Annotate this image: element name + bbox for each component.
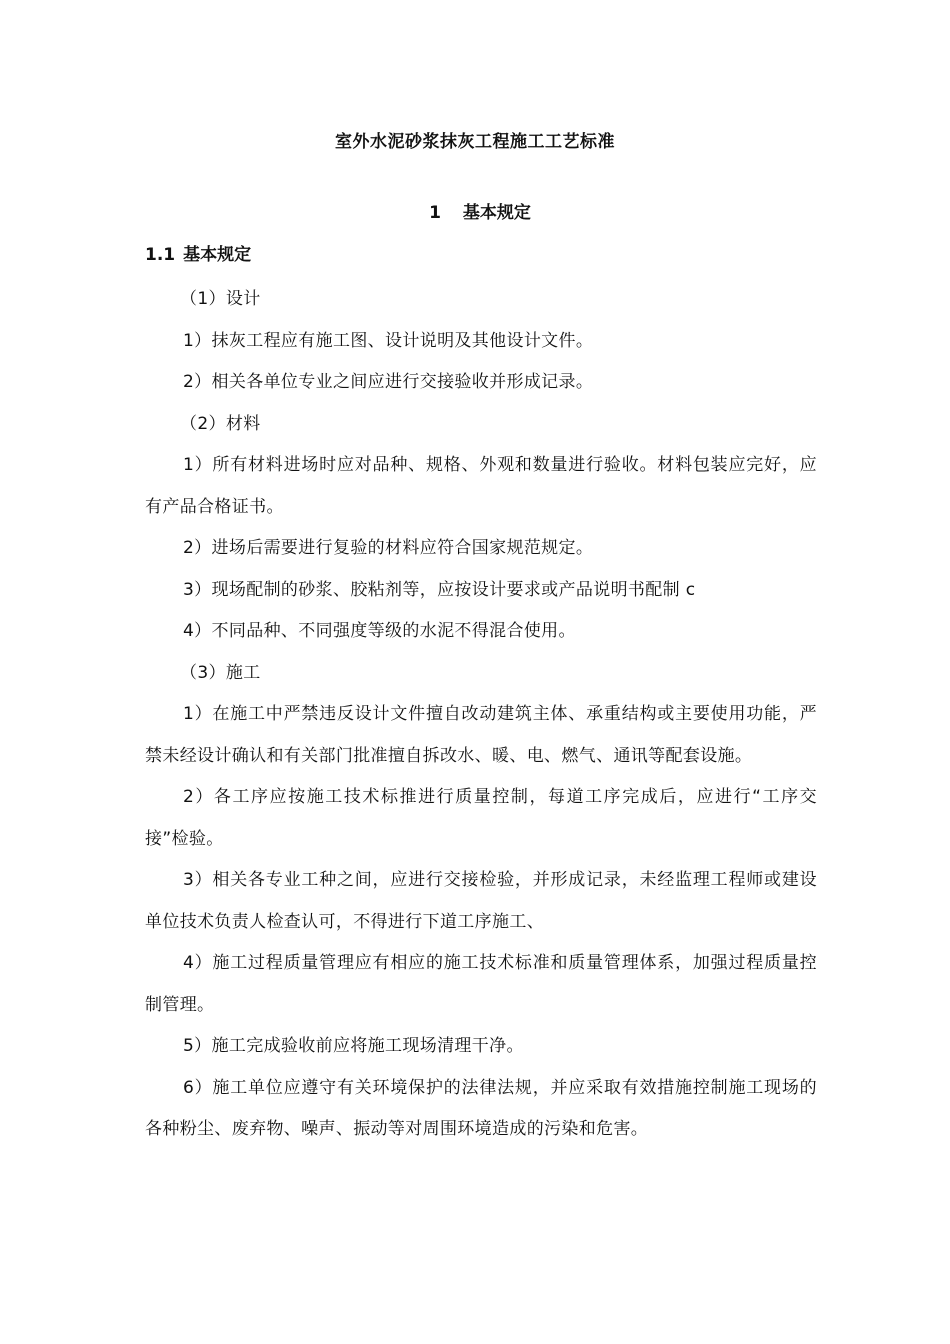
subheading-design: （1）设计: [180, 289, 261, 309]
paragraph: 2）各工序应按施工技术标推进行质量控制，每道工序完成后，应进行“工序交接”检验。: [145, 787, 817, 849]
chapter-title: 基本规定: [462, 203, 531, 223]
chapter-heading: [0, 198, 950, 223]
paragraph: 4）施工过程质量管理应有相应的施工技术标准和质量管理体系，加强过程质量控制管理。: [145, 953, 817, 1015]
paragraph: 1）所有材料进场时应对品种、规格、外观和数量进行验收。材料包装应完好，应有产品合格证书。: [145, 455, 817, 517]
paragraph: 1）抹灰工程应有施工图、设计说明及其他设计文件。: [183, 330, 594, 351]
paragraph: 2）相关各单位专业之间应进行交接验收并形成记录。: [183, 372, 594, 392]
paragraph: 1）在施工中严禁违反设计文件擅自改动建筑主体、承重结构或主要使用功能，严禁未经设计确认和有关部门批准擅自拆改水、暖、电、燃气、通讯等配套设施。: [145, 704, 817, 766]
section-heading: [145, 240, 251, 265]
paragraph: 4）不同品种、不同强度等级的水泥不得混合使用。: [183, 621, 576, 641]
document-title: 室外水泥砂浆抹灰工程施工工艺标准: [335, 132, 615, 152]
chapter-number: 1: [429, 203, 441, 223]
document-body: [145, 279, 817, 1151]
paragraph: 3）现场配制的砂浆、胶粘剂等，应按设计要求或产品说明书配制 c: [183, 579, 696, 600]
paragraph: 3）相关各专业工种之间，应进行交接检验，并形成记录，未经监理工程师或建设单位技术负责人检查认可，不得进行下道工序施工、: [145, 870, 817, 932]
section-number: 1.1: [145, 245, 176, 265]
section-title: 基本规定: [183, 245, 252, 265]
paragraph: 6）施工单位应遵守有关环境保护的法律法规，并应采取有效措施控制施工现场的各种粉尘、废弃物、噪声、振动等对周围环境造成的污染和危害。: [145, 1077, 817, 1139]
subheading-construction: （3）施工: [180, 662, 261, 683]
paragraph: 2）进场后需要进行复验的材料应符合国家规范规定。: [183, 538, 594, 558]
paragraph: 5）施工完成验收前应将施工现场清理干净。: [183, 1036, 524, 1056]
subheading-materials: （2）材料: [180, 413, 261, 434]
